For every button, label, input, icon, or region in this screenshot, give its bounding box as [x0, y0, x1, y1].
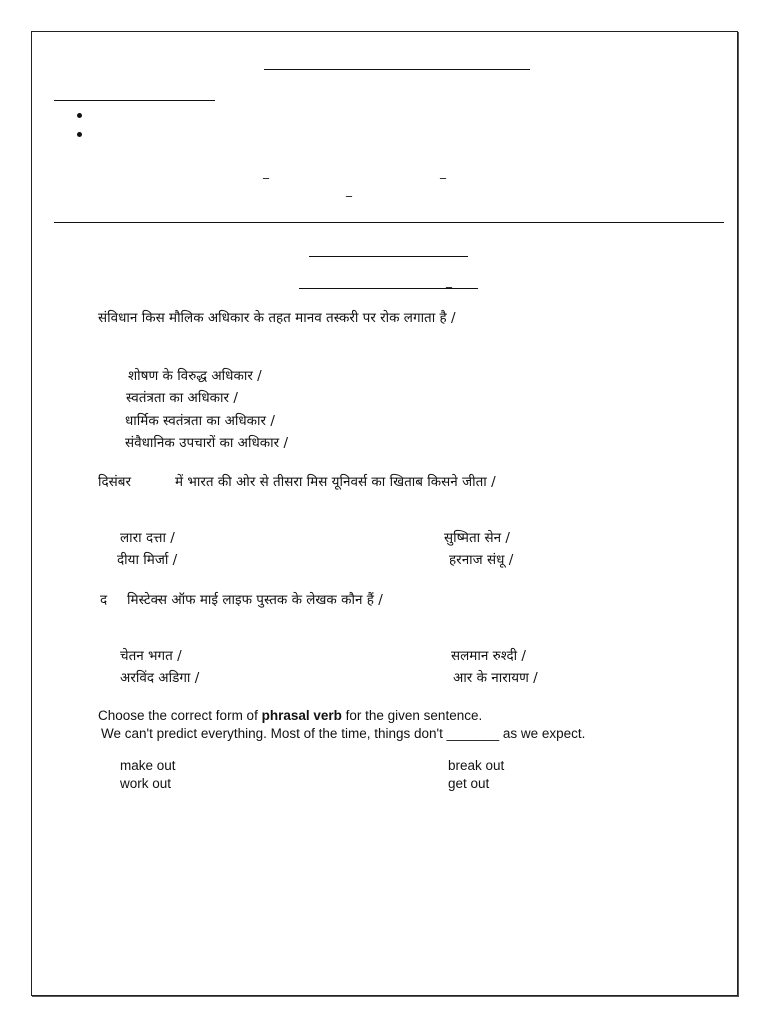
dash-2: _ — [440, 165, 446, 179]
question-4-option-a[interactable]: make out — [120, 758, 176, 773]
question-2-prefix: दिसंबर — [98, 474, 132, 490]
question-1-text: संविधान किस मौलिक अधिकार के तहत मानव तस्करी पर रोक लगाता है / — [98, 310, 456, 326]
instruction-post: for the given sentence. — [341, 708, 483, 723]
dash-3: _ — [346, 183, 352, 197]
question-1-option-c[interactable]: धार्मिक स्वतंत्रता का अधिकार / — [125, 413, 275, 429]
question-4-option-c[interactable]: work out — [120, 776, 172, 791]
question-2-text: में भारत की ओर से तीसरा मिस यूनिवर्स का खिताब किसने जीता / — [175, 474, 496, 490]
dash-4: _ — [446, 274, 452, 288]
question-2-option-d[interactable]: हरनाज संधू / — [449, 552, 514, 568]
question-1-option-d[interactable]: संवैधानिक उपचारों का अधिकार / — [125, 435, 289, 451]
question-1-option-b[interactable]: स्वतंत्रता का अधिकार / — [126, 390, 238, 406]
title-underline — [264, 69, 530, 70]
instruction-bold: phrasal verb — [261, 708, 342, 723]
page-border — [31, 31, 738, 996]
question-3-option-d[interactable]: आर के नारायण / — [453, 670, 538, 686]
question-3-option-b[interactable]: सलमान रुश्दी / — [451, 648, 526, 664]
question-2-option-c[interactable]: दीया मिर्जा / — [117, 552, 178, 568]
header-divider — [54, 222, 724, 223]
question-4-sentence: We can't predict everything. Most of the time, things don't _______ as we expect. — [101, 726, 586, 741]
bullet-2 — [77, 132, 82, 137]
question-4-instruction — [98, 707, 482, 725]
dash-1: _ — [263, 165, 269, 179]
question-2-option-b[interactable]: सुष्मिता सेन / — [444, 530, 510, 546]
subtitle-underline-2 — [299, 288, 478, 289]
instruction-pre: Choose the correct form of — [98, 708, 262, 723]
question-3-text: मिस्टेक्स ऑफ माई लाइफ पुस्तक के लेखक कौन हैं / — [127, 592, 383, 608]
question-3-option-a[interactable]: चेतन भगत / — [120, 648, 182, 664]
question-2-option-a[interactable]: लारा दत्ता / — [120, 530, 175, 546]
question-4-option-d[interactable]: get out — [448, 776, 490, 791]
section-underline — [54, 100, 215, 101]
question-3-prefix: द — [100, 592, 108, 608]
bullet-1 — [77, 113, 82, 118]
question-3-option-c[interactable]: अरविंद अडिगा / — [120, 670, 200, 686]
question-1-option-a[interactable]: शोषण के विरुद्ध अधिकार / — [128, 368, 262, 384]
question-4-option-b[interactable]: break out — [448, 758, 505, 773]
subtitle-underline-1 — [309, 256, 468, 257]
